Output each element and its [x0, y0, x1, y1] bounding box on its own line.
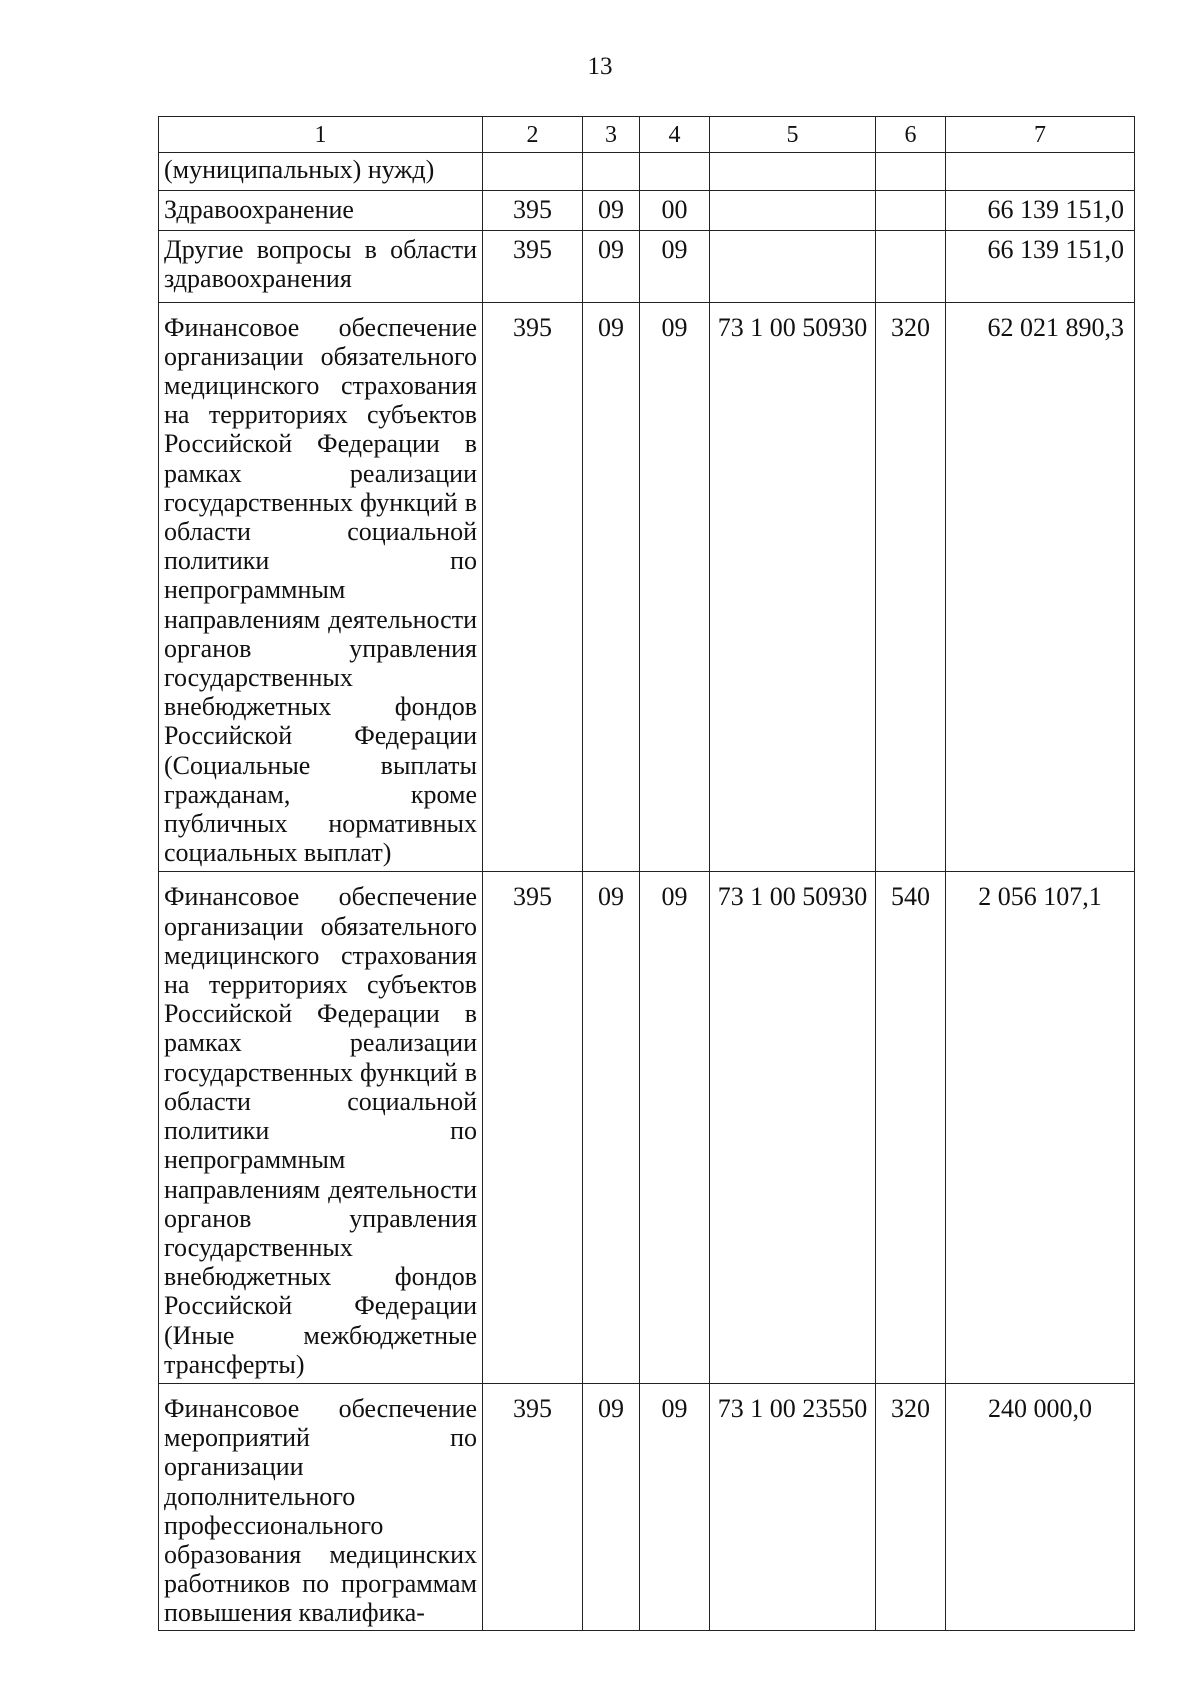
row-target-code: 73 1 00 50930 [710, 872, 876, 1383]
column-header-5: 5 [710, 117, 876, 153]
column-header-6: 6 [876, 117, 946, 153]
row-target-code: 73 1 00 50930 [710, 302, 876, 872]
row-subsection-code: 09 [640, 231, 710, 302]
row-subsection-code: 09 [640, 1383, 710, 1630]
table-row [159, 153, 1135, 191]
row-section-code: 09 [583, 231, 640, 302]
row-expense-type [876, 153, 946, 191]
row-description: (муниципальных) нужд) [159, 153, 483, 191]
row-description: Финансовое обеспечение организации обязательного медицинского страхования на территориях субъектов Российской Федерации в рамках реализации государственных функций в области социальной политики по непрограммным направлениям деятельности органов управления государственных внебюджетных фондов Российской Федерации (Социальные выплаты гражданам, кроме публичных нормативных социальных выплат) [159, 302, 483, 872]
row-expense-type: 540 [876, 872, 946, 1383]
row-admin-code: 395 [483, 231, 583, 302]
row-admin-code: 395 [483, 191, 583, 231]
column-header-3: 3 [583, 117, 640, 153]
page-number: 13 [587, 53, 613, 80]
row-target-code [710, 231, 876, 302]
row-expense-type [876, 231, 946, 302]
row-subsection-code [640, 153, 710, 191]
row-subsection-code: 09 [640, 872, 710, 1383]
row-description: Другие вопросы в области здравоохранения [159, 231, 483, 302]
column-header-7: 7 [946, 117, 1135, 153]
row-section-code: 09 [583, 1383, 640, 1630]
row-section-code: 09 [583, 191, 640, 231]
row-amount: 62 021 890,3 [946, 302, 1135, 872]
row-section-code [583, 153, 640, 191]
budget-table [158, 116, 1135, 1631]
table-row [159, 1383, 1135, 1630]
row-description: Здравоохранение [159, 191, 483, 231]
table-header-row [159, 117, 1135, 153]
row-amount: 66 139 151,0 [946, 231, 1135, 302]
table-row [159, 872, 1135, 1383]
row-description: Финансовое обеспечение мероприятий по организации дополнительного профессионального образования медицинских работников по программам повышения квалифика- [159, 1383, 483, 1630]
row-subsection-code: 09 [640, 302, 710, 872]
column-header-2: 2 [483, 117, 583, 153]
row-amount: 2 056 107,1 [946, 872, 1135, 1383]
row-amount [946, 153, 1135, 191]
row-admin-code: 395 [483, 872, 583, 1383]
row-admin-code [483, 153, 583, 191]
row-section-code: 09 [583, 302, 640, 872]
row-target-code [710, 191, 876, 231]
row-admin-code: 395 [483, 1383, 583, 1630]
row-target-code [710, 153, 876, 191]
row-admin-code: 395 [483, 302, 583, 872]
row-amount: 66 139 151,0 [946, 191, 1135, 231]
row-amount: 240 000,0 [946, 1383, 1135, 1630]
row-section-code: 09 [583, 872, 640, 1383]
table-row [159, 231, 1135, 302]
row-description: Финансовое обеспечение организации обязательного медицинского страхования на территориях субъектов Российской Федерации в рамках реализации государственных функций в области социальной политики по непрограммным направлениям деятельности органов управления государственных внебюджетных фондов Российской Федерации (Иные межбюджетные трансферты) [159, 872, 483, 1383]
row-expense-type: 320 [876, 1383, 946, 1630]
row-expense-type [876, 191, 946, 231]
table-row [159, 302, 1135, 872]
row-subsection-code: 00 [640, 191, 710, 231]
row-expense-type: 320 [876, 302, 946, 872]
column-header-1: 1 [159, 117, 483, 153]
row-target-code: 73 1 00 23550 [710, 1383, 876, 1630]
column-header-4: 4 [640, 117, 710, 153]
table-row [159, 191, 1135, 231]
